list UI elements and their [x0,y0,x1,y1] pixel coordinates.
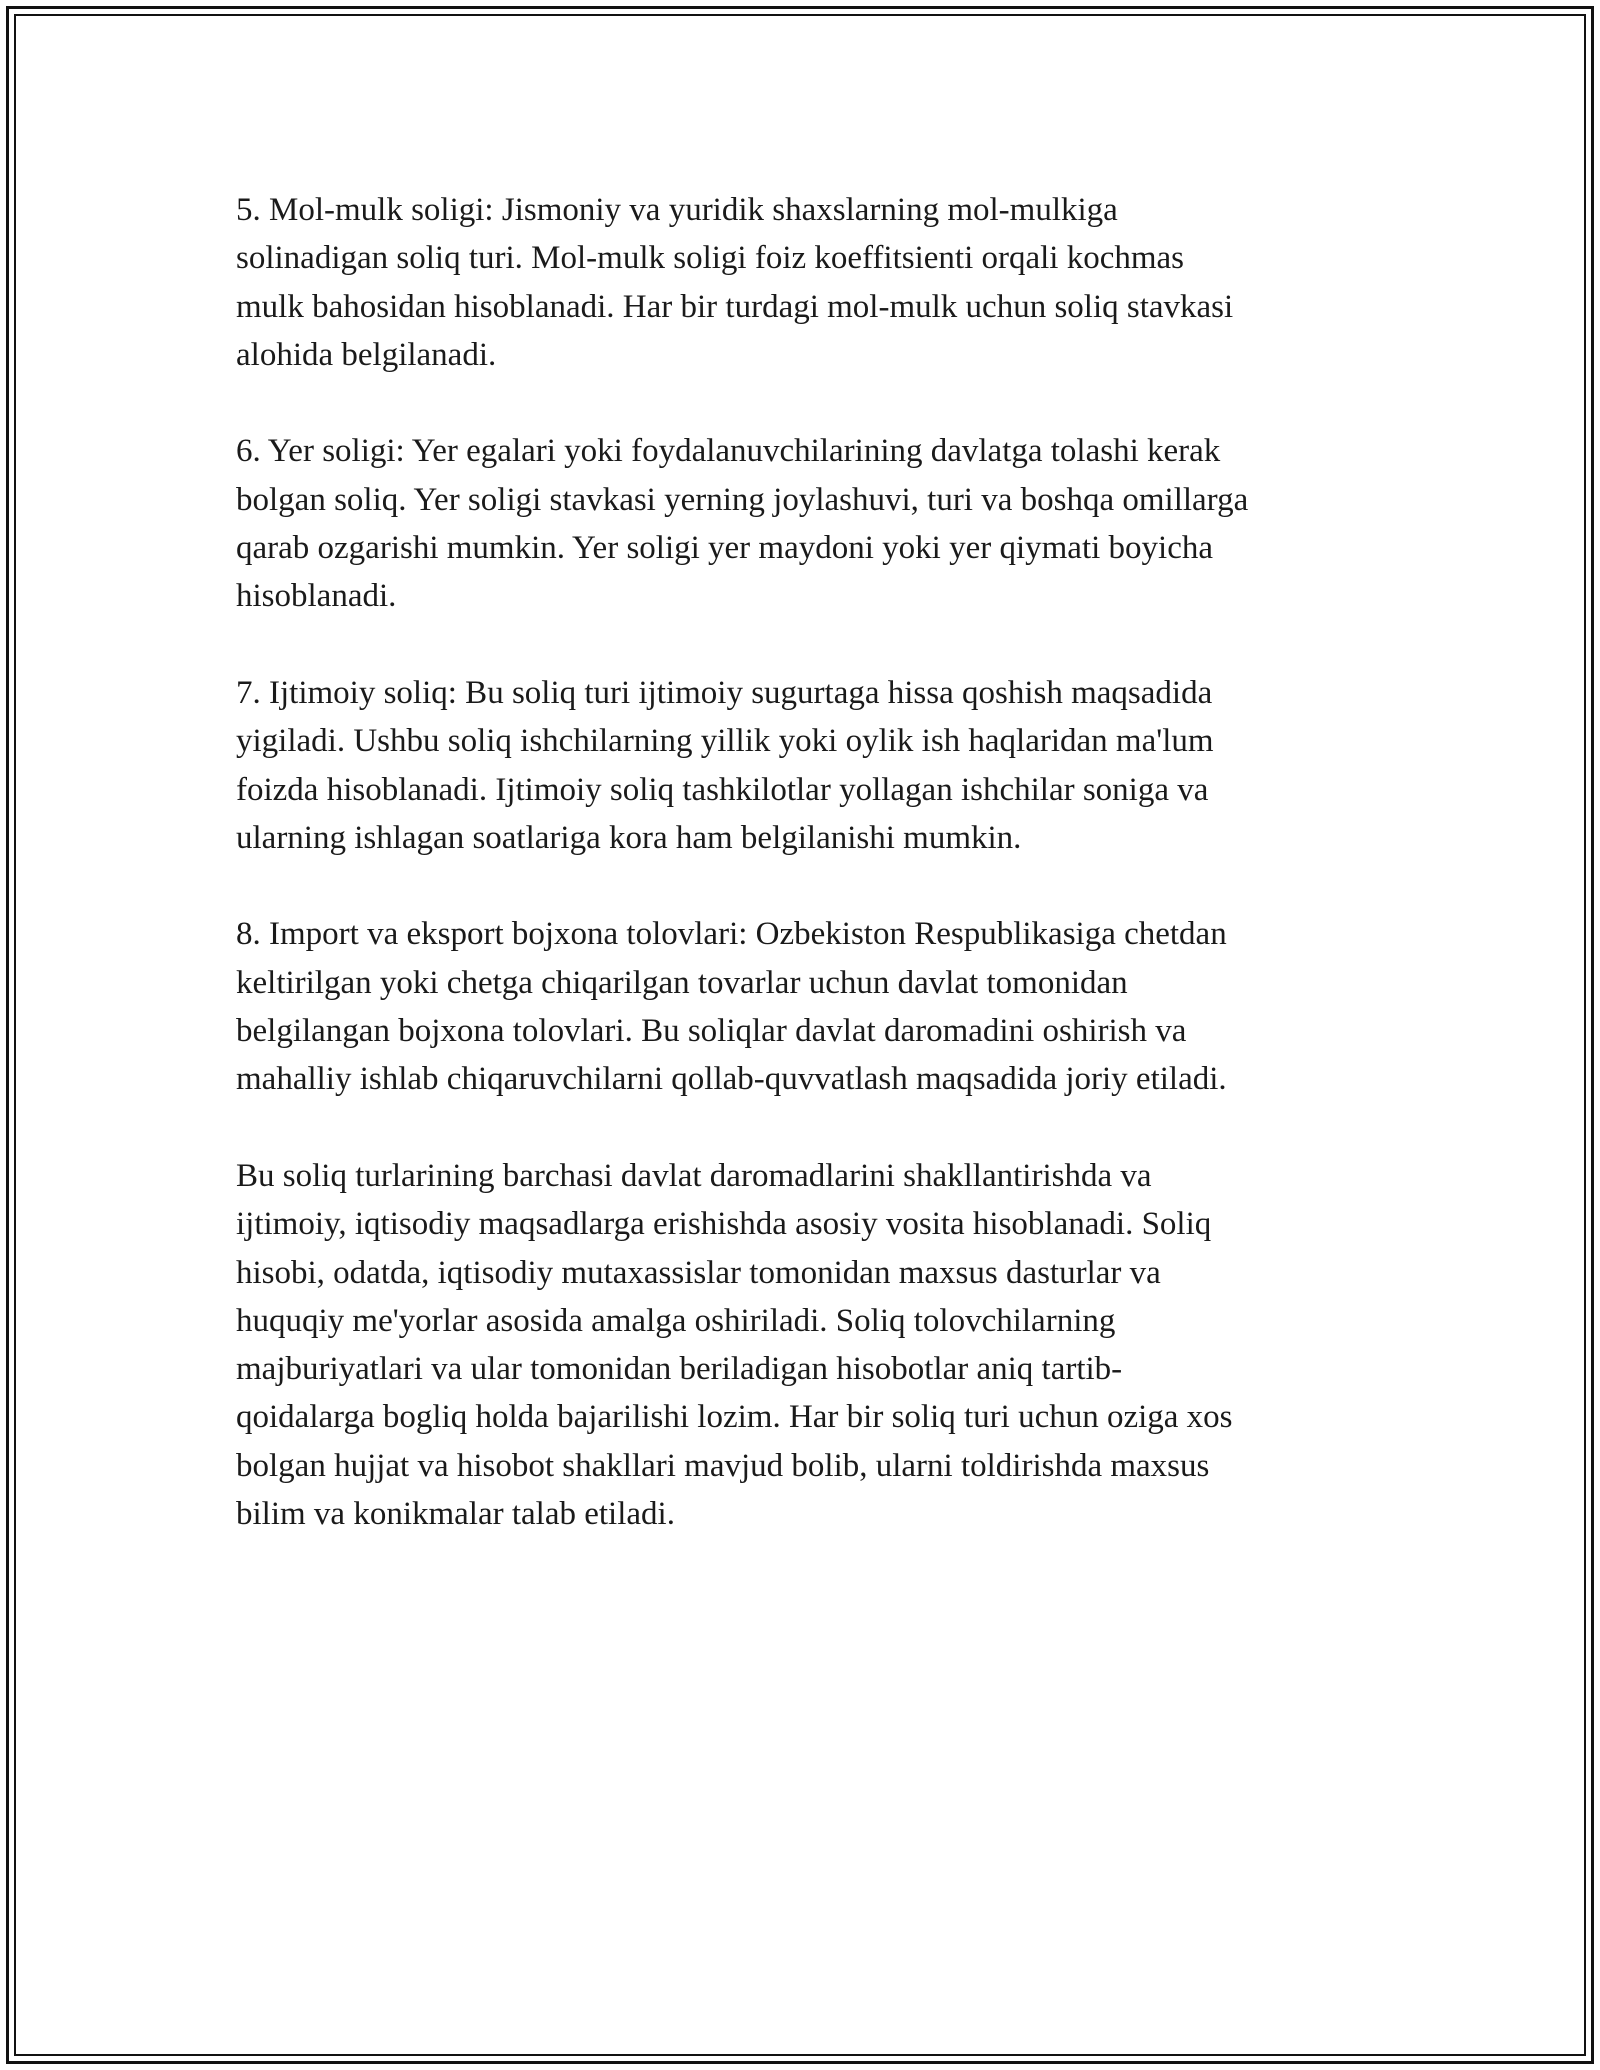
document-body [236,186,1396,1587]
paragraph-property-tax: 5. Mol-mulk soligi: Jismoniy va yuridik shaxslarning mol-mulkiga solinadigan soliq turi. Mol-mulk soligi foiz koeffitsienti orqali kochmas mulk bahosidan hisoblanadi. Har bir turdagi mol-mulk uchun soliq stavkasi alohida belgilanadi. [236,192,1234,373]
paragraph-customs-payments: 8. Import va eksport bojxona tolovlari: Ozbekiston Respublikasiga chetdan keltirilgan yoki chetga chiqarilgan tovarlar uchun davlat tomonidan belgilangan bojxona tolovlari. Bu soliqlar davlat daromadini oshirish va mahalliy ishlab chiqaruvchilarni qollab-quvvatlash maqsadida joriy etiladi. [236,916,1227,1098]
paragraph-conclusion: Bu soliq turlarining barchasi davlat daromadlarini shakllantirishda va ijtimoiy, iqtisodiy maqsadlarga erishishda asosiy vosita hisoblanadi. Soliq hisobi, odatda, iqtisodiy mutaxassislar tomonidan maxsus dasturlar va huquqiy me'yorlar asosida amalga oshiriladi. Soliq tolovchilarning majburiyatlari va ular tomonidan beriladigan hisobotlar aniq tartib- qoidalarga bogliq holda bajarilishi lozim. Har bir soliq turi uchun oziga xos bolgan hujjat va hisobot shakllari mavjud bolib, ularni toldirishda maxsus bilim va konikmalar talab etiladi. [236,1157,1233,1533]
paragraph-land-tax: 6. Yer soligi: Yer egalari yoki foydalanuvchilarining davlatga tolashi kerak bolgan soliq. Yer soligi stavkasi yerning joylashuvi, turi va boshqa omillarga qarab ozgarishi mumkin. Yer soligi yer maydoni yoki yer qiymati boyicha hisoblanadi. [236,433,1249,615]
paragraph-social-tax: 7. Ijtimoiy soliq: Bu soliq turi ijtimoiy sugurtaga hissa qoshish maqsadida yigiladi. Ushbu soliq ishchilarning yillik yoki oylik ish haqlaridan ma'lum foizda hisoblanadi. Ijtimoiy soliq tashkilotlar yollagan ishchilar soniga va ularning ishlagan soatlariga kora ham belgilanishi mumkin. [236,674,1214,856]
